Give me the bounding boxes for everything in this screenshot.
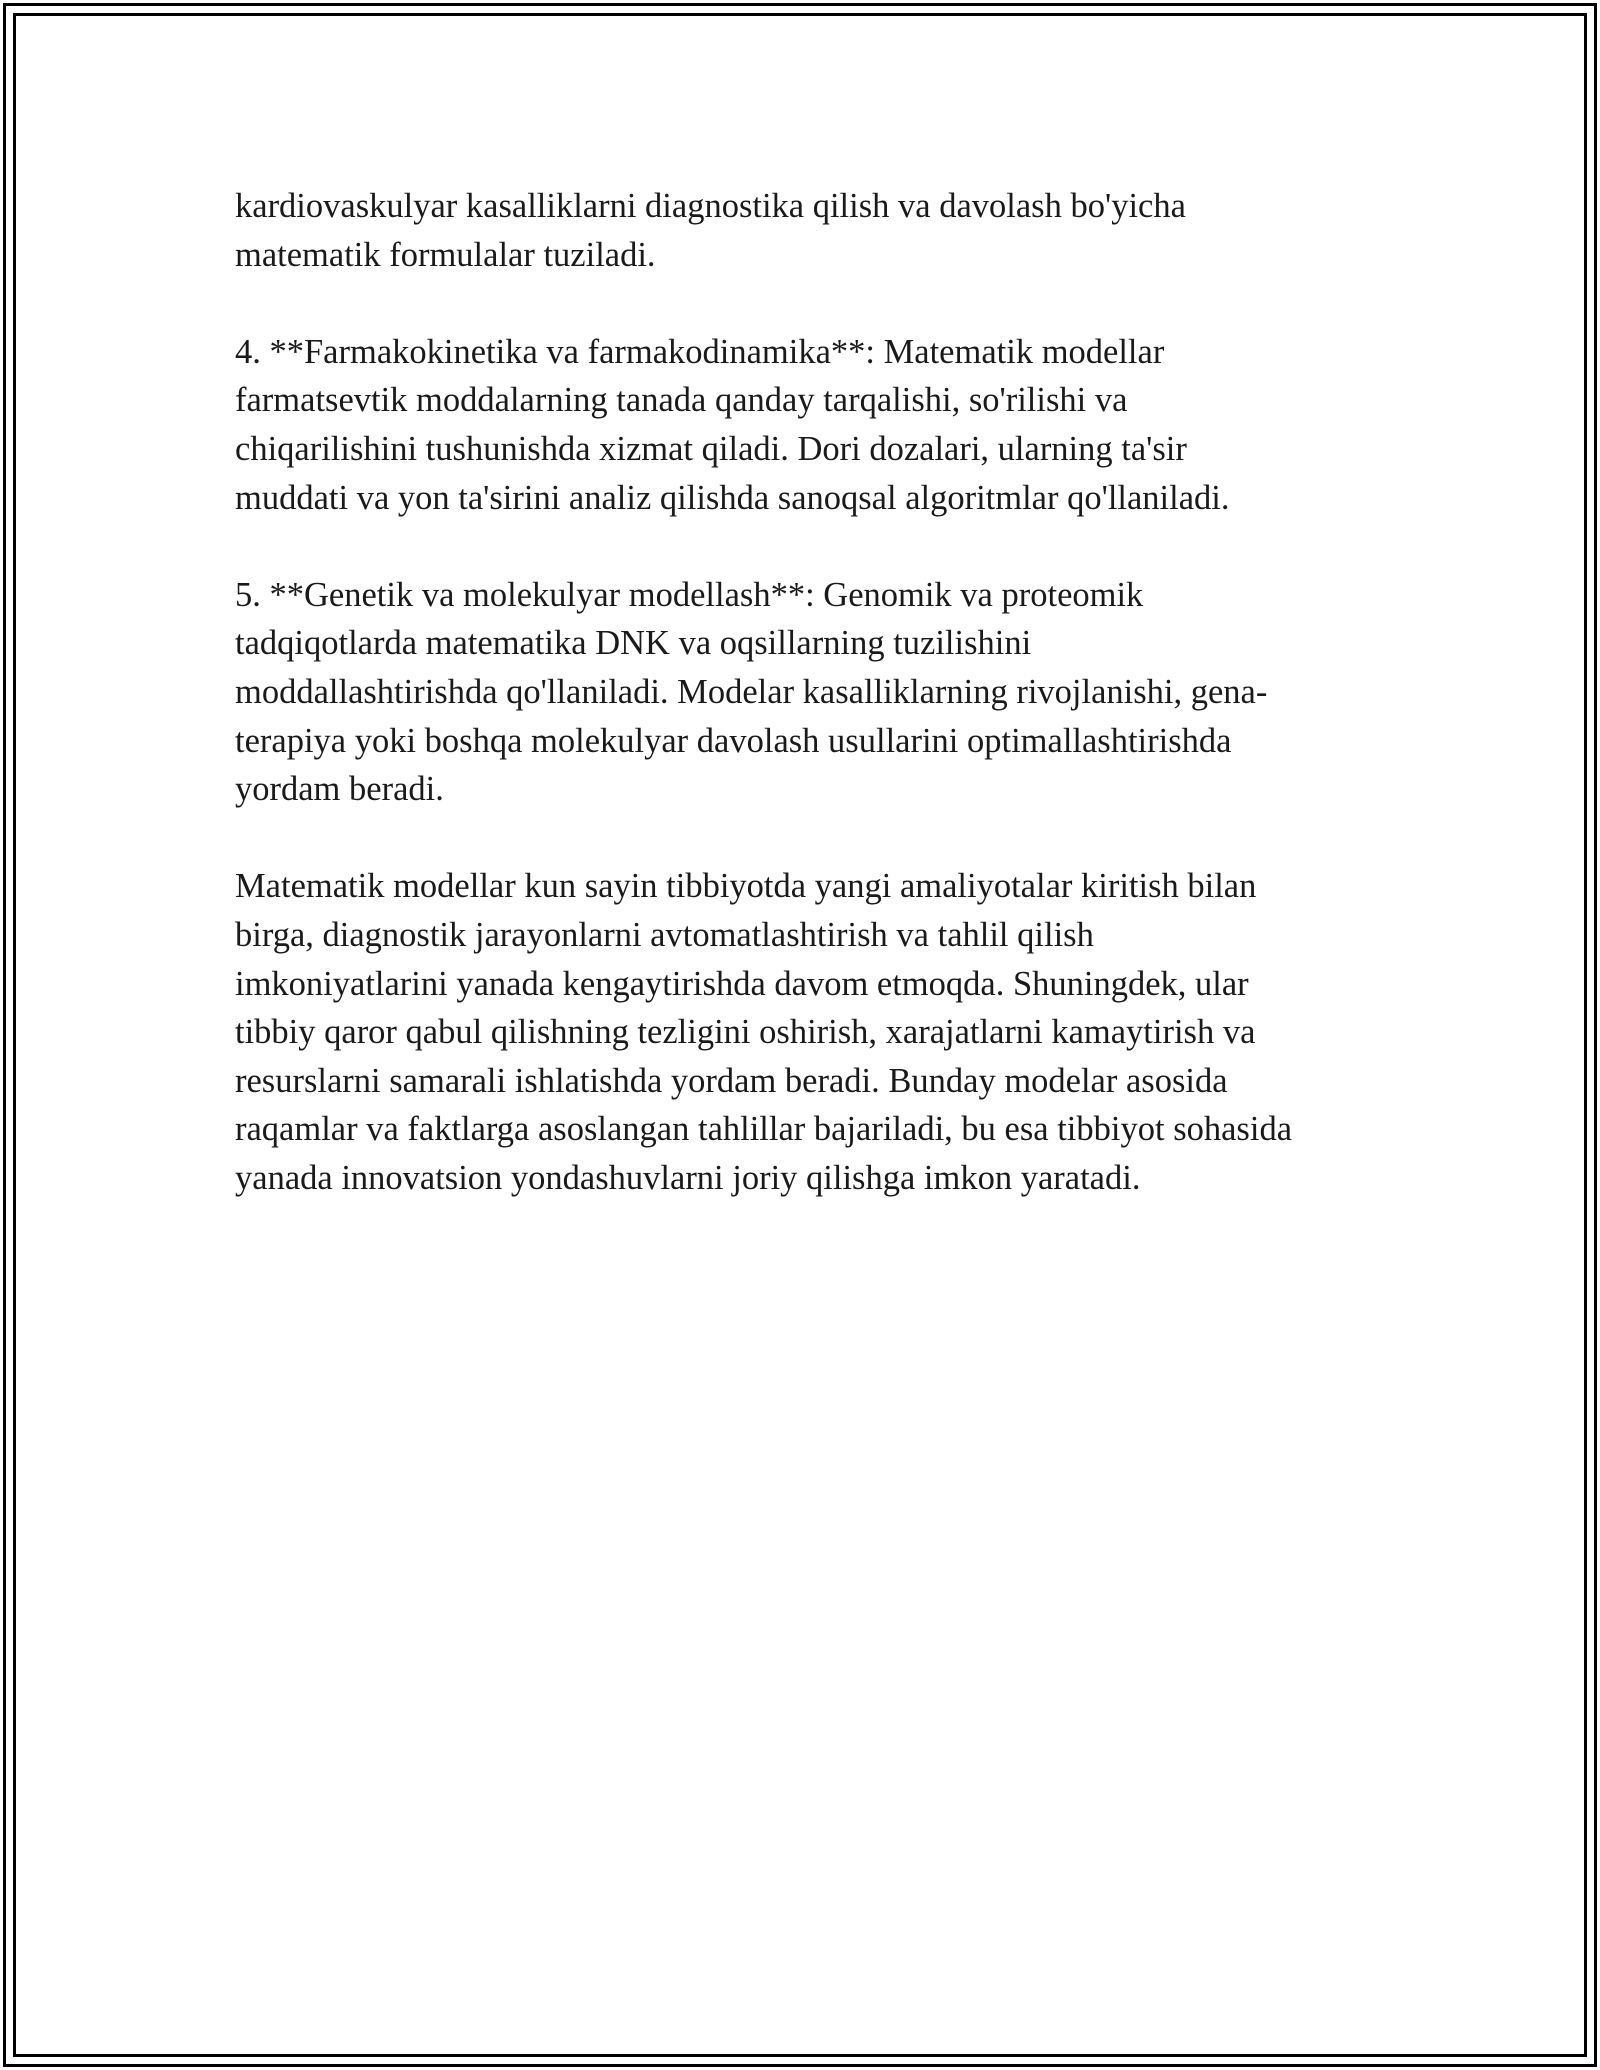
text-line: tadqiqotlarda matematika DNK va oqsillarning tuzilishini [235,624,1032,663]
text-line: yordam beradi. [235,770,444,809]
paragraph-pharmacokinetics [235,328,1385,522]
text-line: tibbiy qaror qabul qilishning tezligini oshirish, xarajatlarni kamaytirish va [235,1013,1256,1052]
text-line: Matematik modellar kun sayin tibbiyotda yangi amaliyotalar kiritish bilan [235,867,1257,906]
text-line: yanada innovatsion yondashuvlarni joriy qilishga imkon yaratadi. [235,1158,1141,1197]
text-line: farmatsevtik moddalarning tanada qanday tarqalishi, so'rilishi va [235,381,1128,420]
text-line: 5. **Genetik va molekulyar modellash**: Genomik va proteomik [235,575,1144,614]
text-line: matematik formulalar tuziladi. [235,235,656,274]
text-line: kardiovaskulyar kasalliklarni diagnostika qilish va davolash bo'yicha [235,187,1186,225]
text-line: imkoniyatlarini yanada kengaytirishda davom etmoqda. Shuningdek, ular [235,964,1249,1003]
paragraph-cardiovascular-continuation [235,182,1385,279]
document-body [235,182,1385,1251]
text-line: moddallashtirishda qo'llaniladi. Modelar kasalliklarning rivojlanishi, gena- [235,672,1268,711]
text-line: terapiya yoki boshqa molekulyar davolash usullarini optimallashtirishda [235,721,1232,760]
text-line: birga, diagnostik jarayonlarni avtomatlashtirish va tahlil qilish [235,915,1094,954]
paragraph-genetic-modelling [235,571,1385,814]
paragraph-conclusion [235,862,1385,1202]
text-line: raqamlar va faktlarga asoslangan tahlillar bajariladi, bu esa tibbiyot sohasida [235,1110,1293,1149]
text-line: muddati va yon ta'sirini analiz qilishda sanoqsal algoritmlar qo'llaniladi. [235,478,1230,517]
text-line: chiqarilishini tushunishda xizmat qiladi. Dori dozalari, ularning ta'sir [235,429,1187,468]
text-line: resurslarni samarali ishlatishda yordam beradi. Bunday modelar asosida [235,1061,1228,1100]
text-line: 4. **Farmakokinetika va farmakodinamika**: Matematik modellar [235,332,1165,371]
